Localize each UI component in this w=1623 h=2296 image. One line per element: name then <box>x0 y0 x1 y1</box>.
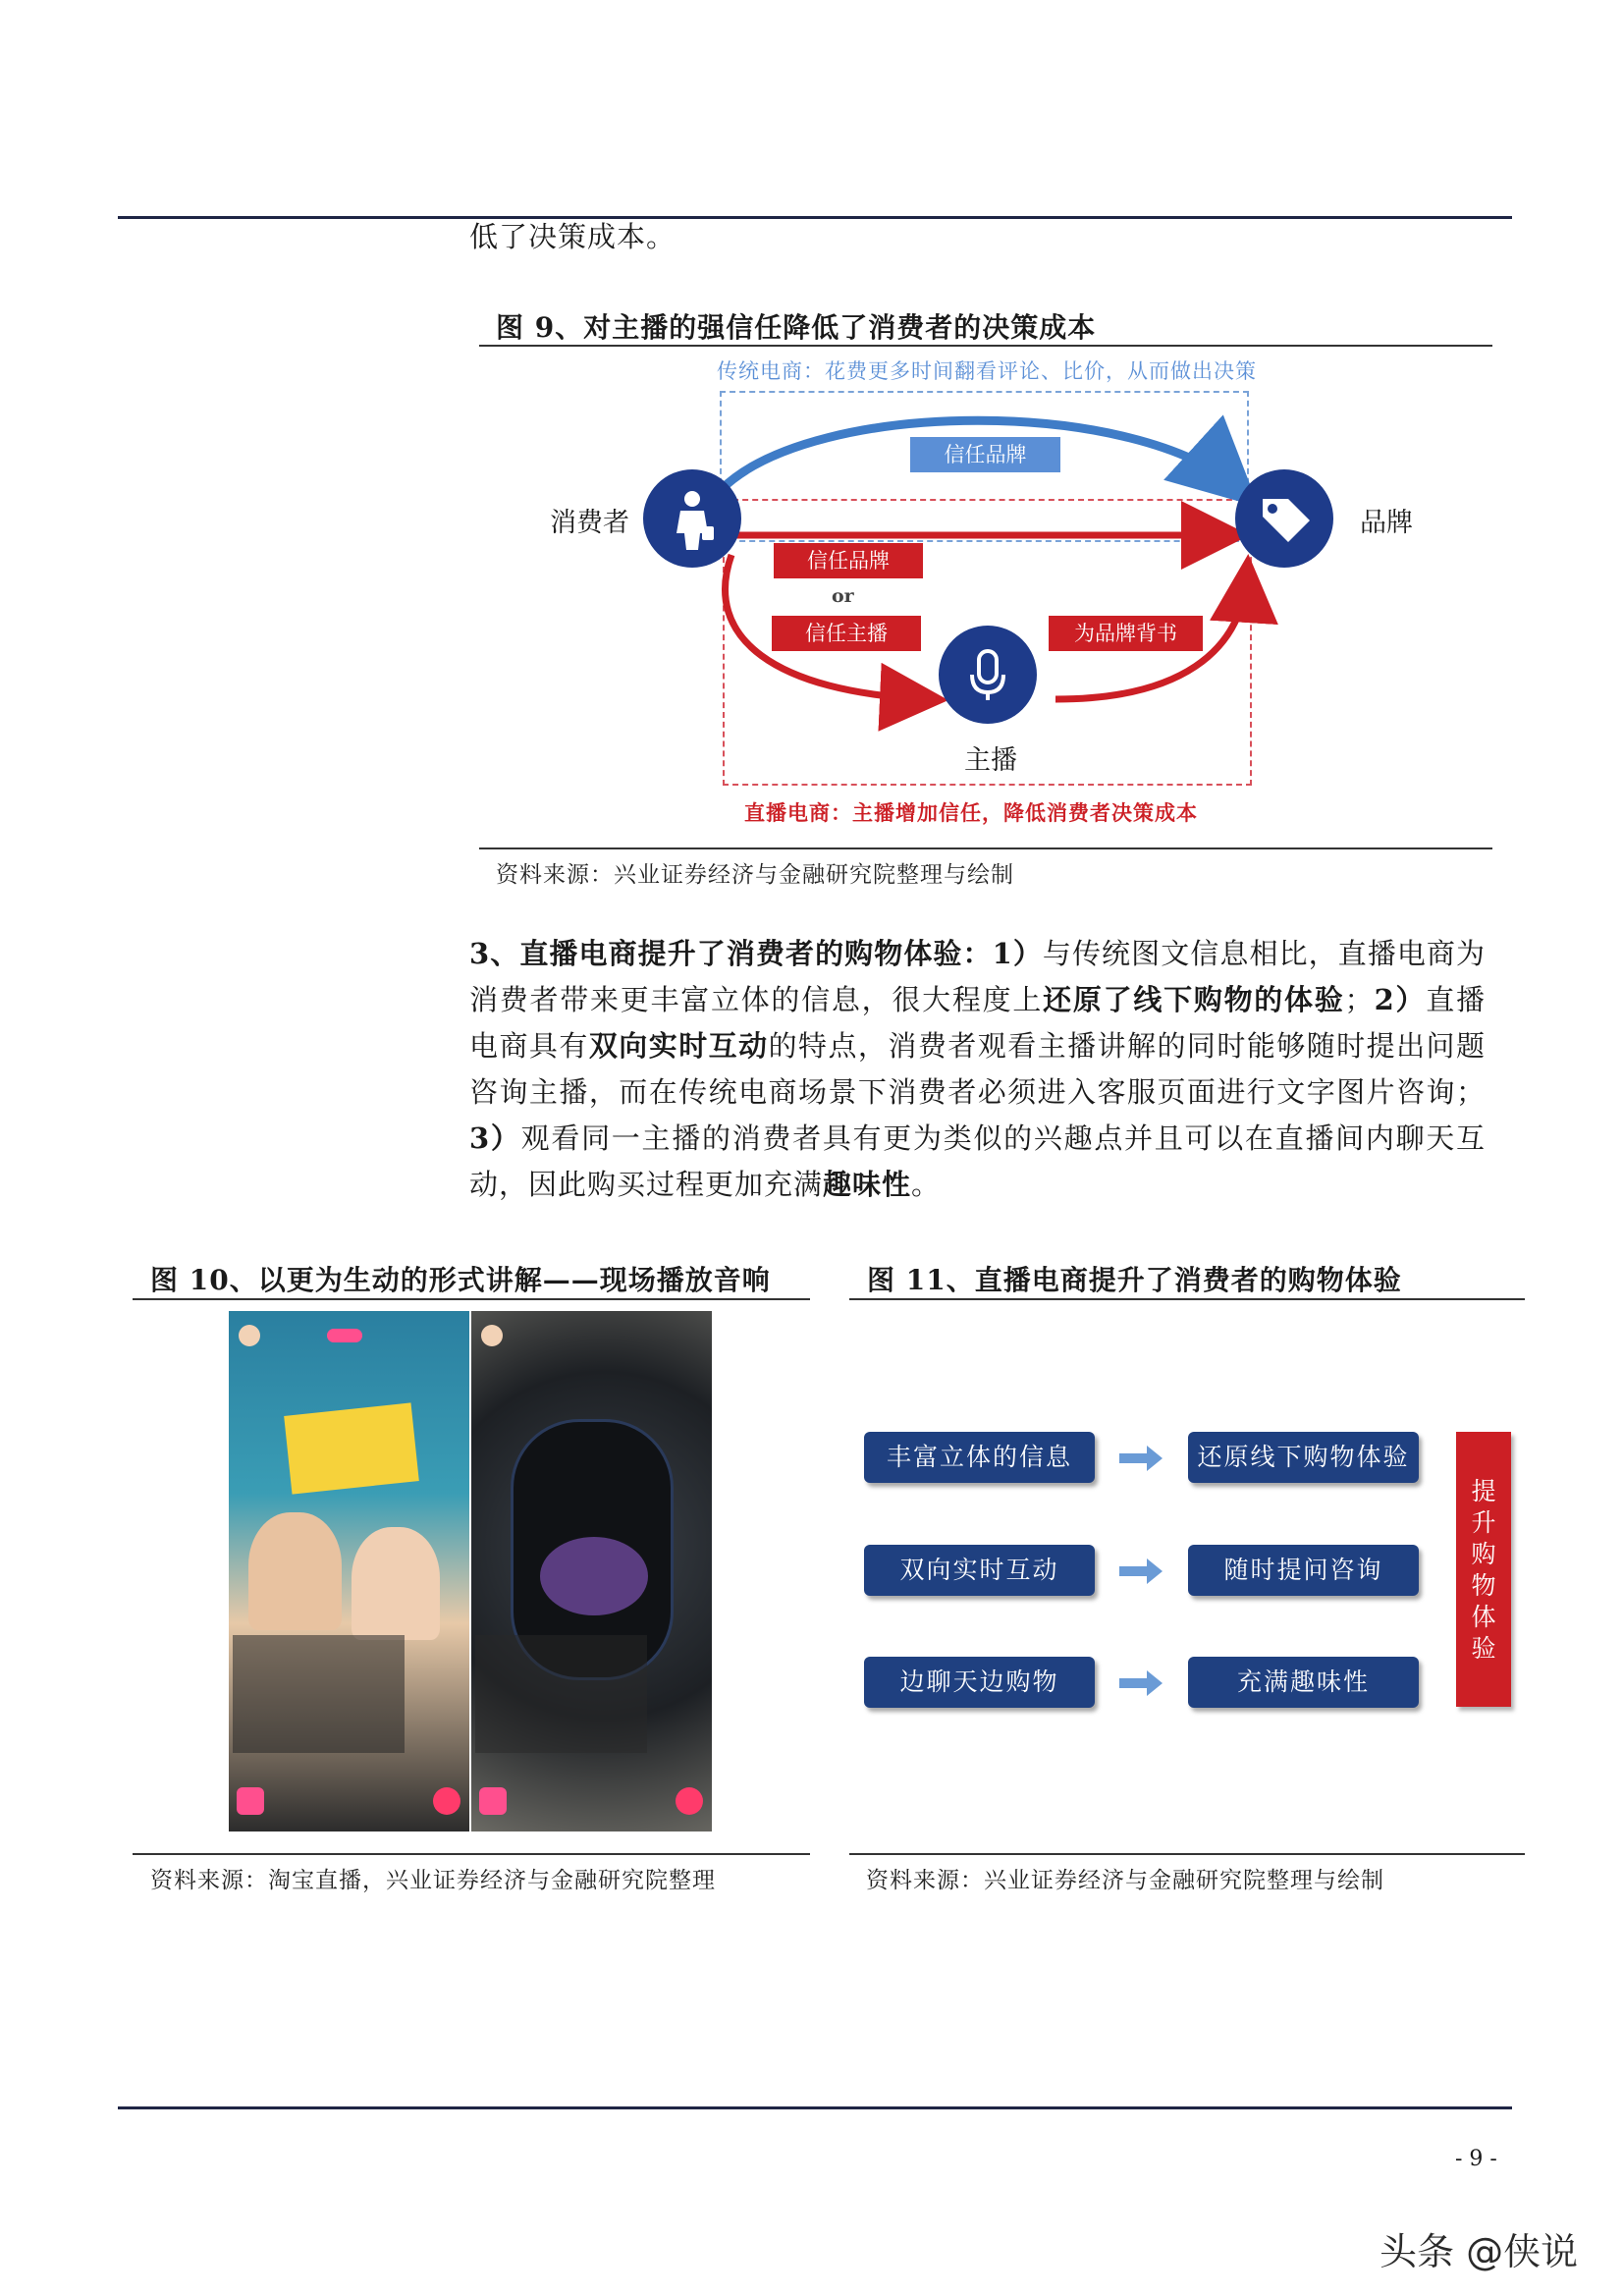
heart-button <box>237 1787 264 1815</box>
para-heading: 3、直播电商提升了消费者的购物体验： <box>469 937 993 970</box>
brand-circle <box>1235 469 1333 568</box>
consumer-label: 消费者 <box>550 508 629 538</box>
arrow-right-icon <box>1119 1446 1163 1471</box>
fig9-arrows <box>0 0 1623 884</box>
left-item-1: 丰富立体的信息 <box>864 1432 1095 1483</box>
livestream-screenshot-left <box>229 1311 469 1831</box>
or-label: or <box>832 585 854 607</box>
follow-badge <box>327 1329 362 1342</box>
fig9-bottom-caption: 直播电商：主播增加信任，降低消费者决策成本 <box>744 800 1198 825</box>
trust-anchor: 信任主播 <box>772 616 921 651</box>
trust-brand-blue: 信任品牌 <box>910 437 1060 472</box>
fig9-source-rule <box>479 847 1492 849</box>
streamer-avatar-right <box>481 1325 503 1346</box>
fig11-title: 图 11、直播电商提升了消费者的购物体验 <box>867 1264 1402 1296</box>
consumer-circle <box>643 469 741 568</box>
left-item-2: 双向实时互动 <box>864 1545 1095 1596</box>
livestream-screenshot-right <box>471 1311 712 1831</box>
left-item-3: 边聊天边购物 <box>864 1657 1095 1708</box>
tag-icon <box>1235 469 1333 568</box>
body-paragraph: 3、直播电商提升了消费者的购物体验：1）与传统图文信息相比，直播电商为消费者带来更丰富立体的信息，很大程度上还原了线下购物的体验；2）直播电商具有双向实时互动的特点，消费者观看主播讲解的同时能够随时提出问题咨询主播，而在传统电商场景下消费者必须进入客服页面进行文字图片咨询；3）观看同一主播的消费者具有更为类似的兴趣点并且可以在直播间内聊天互动，因此购买过程更加充满趣味性。 <box>469 937 1486 1201</box>
guest-figure <box>352 1527 440 1640</box>
footer-rule <box>118 2106 1512 2109</box>
watermark: 头条 @侠说 <box>1380 2230 1579 2273</box>
brand-label: 品牌 <box>1360 508 1413 538</box>
fig10-source-rule <box>133 1853 810 1855</box>
side-label-box <box>1456 1432 1511 1707</box>
fig9-title: 图 9、对主播的强信任降低了消费者的决策成本 <box>496 311 1097 344</box>
host-figure <box>248 1512 342 1630</box>
fig11-title-rule <box>849 1298 1525 1300</box>
like-icon-right <box>676 1787 703 1815</box>
streamer-avatar <box>239 1325 260 1346</box>
right-item-3: 充满趣味性 <box>1188 1657 1419 1708</box>
arrow-right-icon <box>1119 1670 1163 1696</box>
anchor-circle <box>939 626 1037 724</box>
fig11-source-rule <box>849 1853 1525 1855</box>
chat-overlay <box>233 1635 405 1753</box>
right-item-2: 随时提问咨询 <box>1188 1545 1419 1596</box>
page-number: - 9 - <box>1455 2147 1497 2171</box>
speaker-glow <box>540 1537 648 1615</box>
fig10-source: 资料来源：淘宝直播，兴业证券经济与金融研究院整理 <box>150 1868 716 1893</box>
heart-button-right <box>479 1787 507 1815</box>
chat-overlay-right <box>475 1635 647 1753</box>
fig9-top-caption: 传统电商：花费更多时间翻看评论、比价，从而做出决策 <box>717 359 1257 383</box>
fig11-source: 资料来源：兴业证券经济与金融研究院整理与绘制 <box>866 1868 1384 1893</box>
arrow-right-icon <box>1119 1558 1163 1584</box>
person-icon <box>643 469 741 568</box>
intro-text: 低了决策成本。 <box>469 220 676 253</box>
microphone-icon <box>939 626 1037 724</box>
anchor-label: 主播 <box>964 745 1017 776</box>
trust-brand-red: 信任品牌 <box>774 543 923 578</box>
right-item-1: 还原线下购物体验 <box>1188 1432 1419 1483</box>
fig9-source: 资料来源：兴业证券经济与金融研究院整理与绘制 <box>496 862 1014 888</box>
fig10-title-rule <box>133 1298 810 1300</box>
like-icon <box>433 1787 460 1815</box>
promo-banner <box>284 1402 419 1494</box>
side-label: 提升购物体验 <box>1471 1477 1496 1663</box>
endorse-brand: 为品牌背书 <box>1049 616 1203 651</box>
fig10-title: 图 10、以更为生动的形式讲解——现场播放音响 <box>150 1264 771 1296</box>
